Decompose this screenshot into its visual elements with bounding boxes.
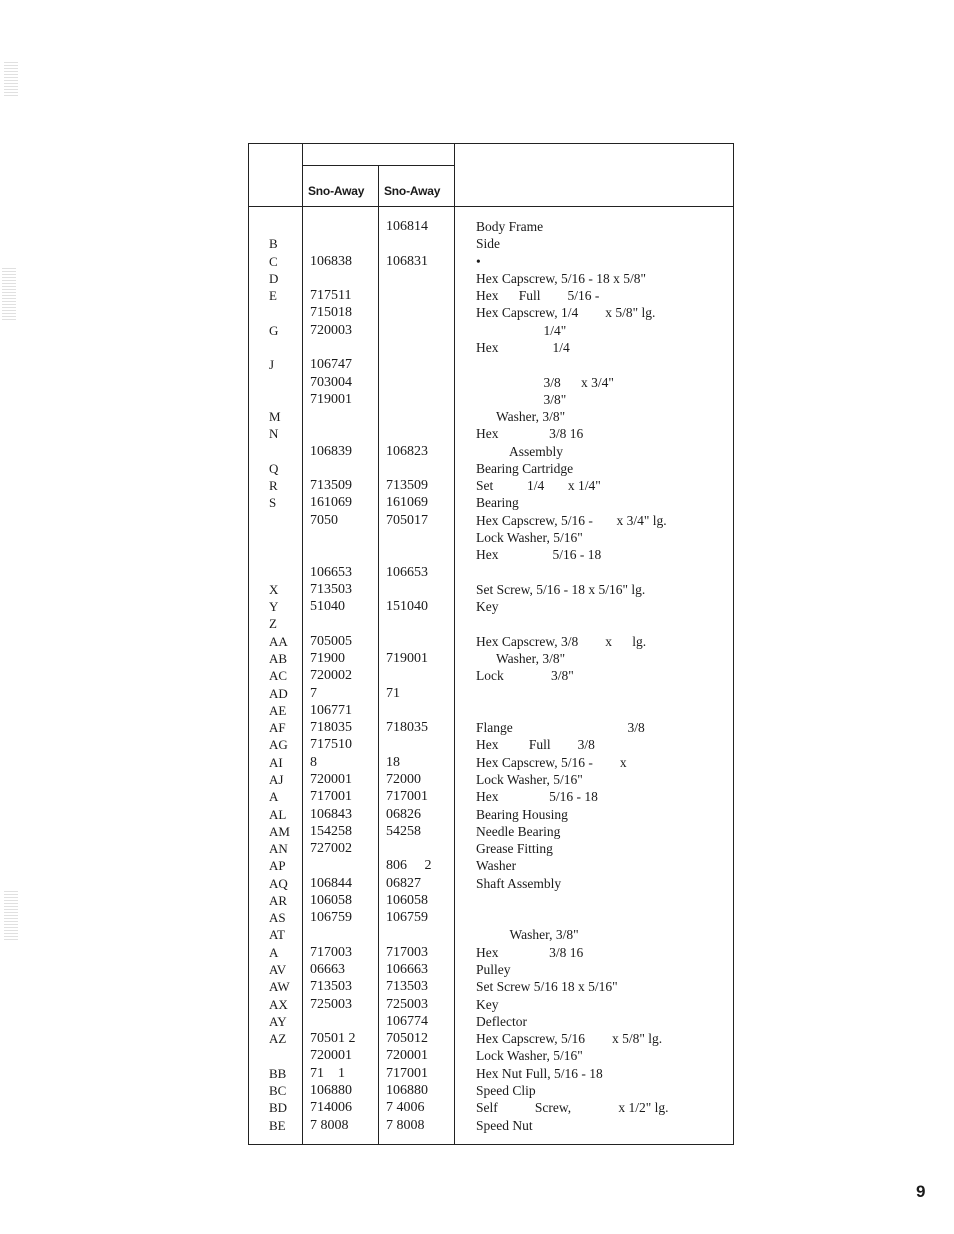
part-description: Set Screw, 5/16 - 18 x 5/16" lg. bbox=[476, 581, 646, 597]
part-description: Lock 3/8" bbox=[476, 668, 574, 684]
table-row bbox=[249, 736, 733, 753]
part-number-col1: 106843 bbox=[310, 806, 352, 822]
part-description: Needle Bearing bbox=[476, 823, 561, 839]
part-number-col1: 715018 bbox=[310, 305, 352, 321]
part-number-col2: 106653 bbox=[386, 564, 428, 580]
part-number-col1: 7 bbox=[310, 685, 317, 701]
part-number-col1: 720002 bbox=[310, 668, 352, 684]
table-row bbox=[249, 909, 733, 926]
row-key: E bbox=[269, 288, 277, 304]
part-description: Hex Nut Full, 5/16 - 18 bbox=[476, 1065, 603, 1081]
table-row bbox=[249, 322, 733, 339]
part-number-col1: 06663 bbox=[310, 962, 345, 978]
part-description: Hex Capscrew, 5/16 - 18 x 5/8" bbox=[476, 270, 646, 286]
table-row bbox=[249, 996, 733, 1013]
part-number-col1: 720001 bbox=[310, 1048, 352, 1064]
scan-artifact bbox=[2, 268, 16, 320]
part-number-col2: 713503 bbox=[386, 979, 428, 995]
row-key: N bbox=[269, 426, 279, 442]
part-number-col1: 106747 bbox=[310, 357, 352, 373]
part-number-col2: 151040 bbox=[386, 599, 428, 615]
part-number-col1: 703004 bbox=[310, 374, 352, 390]
table-row bbox=[249, 1117, 733, 1134]
part-number-col1: 106771 bbox=[310, 702, 352, 718]
part-description: Set 1/4 x 1/4" bbox=[476, 478, 601, 494]
row-key: A bbox=[269, 944, 279, 960]
part-number-col2: 06827 bbox=[386, 875, 421, 891]
part-description: Hex Capscrew, 3/8 x lg. bbox=[476, 633, 647, 649]
part-number-col1: 717001 bbox=[310, 789, 352, 805]
part-number-col2: 54258 bbox=[386, 823, 421, 839]
part-number-col2: 705012 bbox=[386, 1031, 428, 1047]
part-description: Speed Clip bbox=[476, 1083, 536, 1098]
part-number-col2: 106058 bbox=[386, 892, 428, 908]
part-number-col1: 719001 bbox=[310, 391, 352, 407]
part-number-col1: 713503 bbox=[310, 979, 352, 995]
table-row bbox=[249, 633, 733, 650]
row-key: Q bbox=[269, 460, 279, 476]
table-row bbox=[249, 788, 733, 805]
part-number-col2: 718035 bbox=[386, 720, 428, 736]
table-row bbox=[249, 218, 733, 235]
column-header-sno-away-1: Sno-Away bbox=[308, 184, 365, 198]
table-row bbox=[249, 339, 733, 356]
part-number-col1: 714006 bbox=[310, 1100, 352, 1116]
table-row bbox=[249, 1099, 733, 1116]
row-key: S bbox=[269, 495, 277, 511]
table-row bbox=[249, 840, 733, 857]
part-number-col2: 717001 bbox=[386, 789, 428, 805]
row-key: C bbox=[269, 253, 278, 269]
part-description: Bearing Cartridge bbox=[476, 460, 574, 476]
part-description: Hex Full 5/16 - bbox=[476, 288, 600, 304]
part-number-col2: 106880 bbox=[386, 1083, 428, 1098]
table-row bbox=[249, 374, 733, 391]
table-row bbox=[249, 529, 733, 546]
row-key: AT bbox=[269, 927, 285, 943]
part-description: 3/8 x 3/4" bbox=[476, 374, 614, 390]
table-row bbox=[249, 875, 733, 892]
part-number-col1: 718035 bbox=[310, 720, 352, 736]
row-key: AX bbox=[269, 996, 288, 1012]
row-key: AY bbox=[269, 1013, 287, 1029]
table-row bbox=[249, 926, 733, 943]
table-row bbox=[249, 857, 733, 874]
table-row bbox=[249, 944, 733, 961]
table-row bbox=[249, 287, 733, 304]
part-number-col1: 713503 bbox=[310, 581, 352, 597]
part-number-col2: 705017 bbox=[386, 512, 428, 528]
part-description: • bbox=[476, 253, 481, 269]
table-row bbox=[249, 477, 733, 494]
row-key: Y bbox=[269, 599, 279, 615]
row-key: AM bbox=[269, 823, 290, 839]
part-number-col2: 06826 bbox=[386, 806, 421, 822]
row-key: AC bbox=[269, 668, 288, 684]
part-description: Hex Capscrew, 1/4 x 5/8" lg. bbox=[476, 305, 656, 321]
part-description: Flange 3/8 bbox=[476, 720, 645, 736]
part-number-col1: 71 1 bbox=[310, 1065, 345, 1081]
part-description: Lock Washer, 5/16" bbox=[476, 530, 583, 546]
row-key: AZ bbox=[269, 1031, 287, 1047]
table-row bbox=[249, 356, 733, 373]
part-number-col1: 720001 bbox=[310, 771, 352, 787]
part-number-col2: 720001 bbox=[386, 1048, 428, 1064]
part-description: Washer, 3/8" bbox=[476, 409, 566, 425]
part-number-col1: 717510 bbox=[310, 737, 352, 753]
row-key: AG bbox=[269, 737, 288, 753]
part-description: Washer, 3/8" bbox=[476, 651, 566, 666]
scan-artifact bbox=[4, 890, 18, 940]
row-key: M bbox=[269, 409, 281, 425]
table-row bbox=[249, 1082, 733, 1099]
part-number-col1: 106844 bbox=[310, 875, 352, 891]
row-key: AN bbox=[269, 841, 288, 857]
row-key: Z bbox=[269, 616, 277, 632]
part-description: Hex Capscrew, 5/16 x 5/8" lg. bbox=[476, 1031, 663, 1047]
part-description: Bearing bbox=[476, 495, 519, 511]
table-row bbox=[249, 598, 733, 615]
part-number-col1: 106653 bbox=[310, 564, 352, 580]
table-row bbox=[249, 978, 733, 995]
table-row bbox=[249, 719, 733, 736]
table-row bbox=[249, 702, 733, 719]
row-key: R bbox=[269, 478, 278, 494]
part-description: 1/4" bbox=[476, 322, 567, 338]
part-description: Bearing Housing bbox=[476, 806, 568, 822]
part-description: Shaft Assembly bbox=[476, 875, 562, 891]
part-number-col1: 106880 bbox=[310, 1083, 352, 1098]
table-row bbox=[249, 1030, 733, 1047]
part-number-col1: 7050 bbox=[310, 512, 338, 528]
part-description: Side bbox=[476, 236, 501, 252]
part-number-col2: 713509 bbox=[386, 478, 428, 494]
part-number-col2: 719001 bbox=[386, 651, 428, 666]
table-row bbox=[249, 494, 733, 511]
part-description: Assembly bbox=[476, 443, 564, 459]
table-row bbox=[249, 512, 733, 529]
part-description: Set Screw 5/16 18 x 5/16" bbox=[476, 979, 618, 995]
row-key: BC bbox=[269, 1083, 287, 1098]
table-row bbox=[249, 685, 733, 702]
part-number-col1: 51040 bbox=[310, 599, 345, 615]
part-number-col1: 7 8008 bbox=[310, 1117, 349, 1133]
row-key: D bbox=[269, 270, 279, 286]
part-description: Grease Fitting bbox=[476, 841, 553, 857]
part-description: Hex Capscrew, 5/16 - x 3/4" lg. bbox=[476, 512, 667, 528]
part-description: Hex 1/4 bbox=[476, 339, 570, 355]
part-number-col1: 106839 bbox=[310, 443, 352, 459]
part-number-col2: 106774 bbox=[386, 1013, 428, 1029]
part-description: Washer bbox=[476, 858, 517, 874]
table-row bbox=[249, 961, 733, 978]
part-number-col1: 705005 bbox=[310, 633, 352, 649]
row-key: AP bbox=[269, 858, 286, 874]
table-row bbox=[249, 425, 733, 442]
row-key: AD bbox=[269, 685, 288, 701]
part-number-col2: 7 8008 bbox=[386, 1117, 425, 1133]
page-number: 9 bbox=[916, 1182, 926, 1201]
part-number-col2: 106663 bbox=[386, 962, 428, 978]
row-key: AE bbox=[269, 702, 287, 718]
table-row bbox=[249, 1013, 733, 1030]
part-number-col2: 106814 bbox=[386, 219, 428, 234]
part-description: Speed Nut bbox=[476, 1117, 533, 1133]
row-key: G bbox=[269, 322, 279, 338]
part-description: Hex 5/16 - 18 bbox=[476, 547, 602, 563]
table-row bbox=[249, 771, 733, 788]
part-number-col1: 725003 bbox=[310, 996, 352, 1012]
row-key: X bbox=[269, 581, 279, 597]
table-row bbox=[249, 546, 733, 563]
row-key: AA bbox=[269, 633, 288, 649]
part-number-col1: 161069 bbox=[310, 495, 352, 511]
part-number-col2: 7 4006 bbox=[386, 1100, 425, 1116]
part-number-col1: 717003 bbox=[310, 944, 352, 960]
part-number-col2: 106831 bbox=[386, 253, 428, 269]
part-description: Key bbox=[476, 996, 499, 1012]
header-bottom-line bbox=[249, 206, 733, 207]
part-description: Lock Washer, 5/16" bbox=[476, 771, 583, 787]
row-key: J bbox=[269, 357, 275, 373]
row-key: AB bbox=[269, 651, 288, 666]
table-row bbox=[249, 806, 733, 823]
table-row bbox=[249, 1047, 733, 1064]
part-number-col2: 18 bbox=[386, 754, 400, 770]
header-subline bbox=[302, 165, 454, 166]
part-number-col2: 717003 bbox=[386, 944, 428, 960]
table-row bbox=[249, 667, 733, 684]
part-number-col2: 725003 bbox=[386, 996, 428, 1012]
part-number-col1: 727002 bbox=[310, 841, 352, 857]
part-number-col1: 717511 bbox=[310, 288, 352, 304]
table-row bbox=[249, 564, 733, 581]
row-key: AI bbox=[269, 754, 283, 770]
part-description: Hex 5/16 - 18 bbox=[476, 789, 598, 805]
row-key: AF bbox=[269, 720, 286, 736]
table-row bbox=[249, 391, 733, 408]
row-key: BB bbox=[269, 1065, 287, 1081]
part-description: Lock Washer, 5/16" bbox=[476, 1048, 583, 1064]
part-description: Self Screw, x 1/2" lg. bbox=[476, 1100, 669, 1116]
table-row bbox=[249, 1065, 733, 1082]
table-row bbox=[249, 892, 733, 909]
table-row bbox=[249, 823, 733, 840]
row-key: AW bbox=[269, 979, 290, 995]
row-key: A bbox=[269, 789, 279, 805]
table-row bbox=[249, 650, 733, 667]
part-number-col2: 106759 bbox=[386, 910, 428, 926]
part-number-col2: 717001 bbox=[386, 1065, 428, 1081]
row-key: AS bbox=[269, 910, 286, 926]
row-key: AJ bbox=[269, 771, 284, 787]
table-row bbox=[249, 253, 733, 270]
part-number-col2: 161069 bbox=[386, 495, 428, 511]
row-key: AR bbox=[269, 892, 288, 908]
part-number-col2: 806 2 bbox=[386, 858, 432, 874]
table-row bbox=[249, 460, 733, 477]
part-description: 3/8" bbox=[476, 391, 567, 407]
part-number-col1: 71900 bbox=[310, 651, 345, 666]
parts-table bbox=[248, 143, 734, 1145]
part-number-col2: 72000 bbox=[386, 771, 421, 787]
part-number-col2: 106823 bbox=[386, 443, 428, 459]
part-description: Hex Capscrew, 5/16 - x bbox=[476, 754, 627, 770]
row-key: B bbox=[269, 236, 278, 252]
part-number-col1: 106838 bbox=[310, 253, 352, 269]
part-number-col1: 713509 bbox=[310, 478, 352, 494]
table-row bbox=[249, 235, 733, 252]
part-description: Hex Full 3/8 bbox=[476, 737, 595, 753]
part-number-col1: 70501 2 bbox=[310, 1031, 356, 1047]
part-description: Hex 3/8 16 bbox=[476, 426, 584, 442]
column-header-sno-away-2: Sno-Away bbox=[384, 184, 441, 198]
scan-artifact bbox=[4, 60, 18, 96]
part-number-col2: 71 bbox=[386, 685, 400, 701]
part-number-col1: 8 bbox=[310, 754, 317, 770]
part-number-col1: 154258 bbox=[310, 823, 352, 839]
part-description: Washer, 3/8" bbox=[476, 927, 579, 943]
table-row bbox=[249, 754, 733, 771]
part-description: Body Frame bbox=[476, 219, 544, 234]
table-row bbox=[249, 615, 733, 632]
table-row bbox=[249, 304, 733, 321]
row-key: BD bbox=[269, 1100, 288, 1116]
table-row bbox=[249, 408, 733, 425]
table-row bbox=[249, 581, 733, 598]
row-key: BE bbox=[269, 1117, 286, 1133]
part-description: Key bbox=[476, 599, 499, 615]
part-description: Deflector bbox=[476, 1013, 527, 1029]
part-number-col1: 720003 bbox=[310, 322, 352, 338]
table-row bbox=[249, 443, 733, 460]
part-number-col1: 106759 bbox=[310, 910, 352, 926]
row-key: AV bbox=[269, 962, 287, 978]
row-key: AL bbox=[269, 806, 287, 822]
table-row bbox=[249, 270, 733, 287]
row-key: AQ bbox=[269, 875, 288, 891]
part-description: Pulley bbox=[476, 962, 511, 978]
part-number-col1: 106058 bbox=[310, 892, 352, 908]
part-description: Hex 3/8 16 bbox=[476, 944, 584, 960]
